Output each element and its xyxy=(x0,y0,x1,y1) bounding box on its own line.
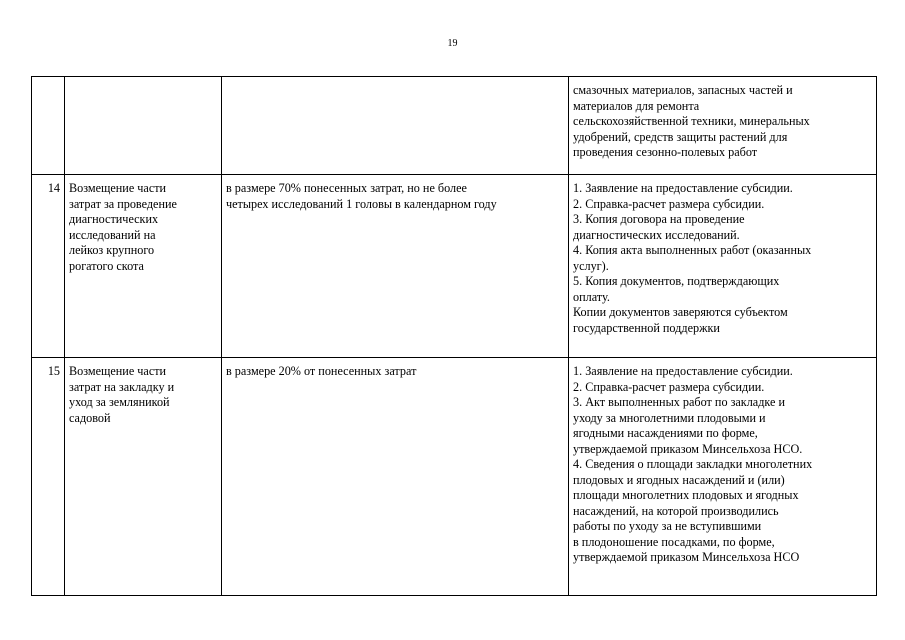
cell-text-line: сельскохозяйственной техники, минеральных xyxy=(573,114,810,128)
page-number: 19 xyxy=(447,38,458,49)
row-number-cell: 15 xyxy=(32,358,65,596)
cell-text-line: затрат на закладку и xyxy=(69,379,175,394)
cell-text-line: 2. Справка-расчет размера субсидии. xyxy=(573,379,765,394)
documents-cell xyxy=(569,358,877,596)
cell-text-line: в размере 70% понесенных затрат, но не более xyxy=(226,181,467,195)
cell-text-line: 3. Копия договора на проведение xyxy=(573,212,745,226)
cell-text-line: уходу за многолетними плодовыми и xyxy=(573,410,766,425)
cell-text-line: рогатого скота xyxy=(69,258,144,273)
cell-text-line: 4. Сведения о площади закладки многолетних xyxy=(573,457,813,471)
cell-text-line: проведения сезонно-полевых работ xyxy=(573,145,758,159)
cell-text-line: садовой xyxy=(69,410,111,425)
subsidy-amount-cell xyxy=(222,358,569,596)
cell-text-line: услуг). xyxy=(573,258,609,273)
measure-name-cell xyxy=(65,77,222,175)
cell-text-line: работы по уходу за не вступившими xyxy=(573,519,762,533)
cell-text-line: 5. Копия документов, подтверждающих xyxy=(573,274,780,288)
cell-text-line: диагностических исследований. xyxy=(573,227,740,242)
cell-text-line: оплату. xyxy=(573,289,610,304)
table-row xyxy=(32,175,877,358)
cell-text-line: затрат за проведение xyxy=(69,196,177,211)
cell-text-line: Возмещение части xyxy=(69,364,167,378)
measure-name-cell xyxy=(65,175,222,358)
cell-text-line: исследований на xyxy=(69,227,156,242)
cell-text-line: 1. Заявление на предоставление субсидии. xyxy=(573,364,793,378)
cell-text-line: уход за земляникой xyxy=(69,395,170,409)
row-number-cell: 14 xyxy=(32,175,65,358)
cell-text-line: насаждений, на которой производились xyxy=(573,503,779,518)
cell-text-line: утверждаемой приказом Минсельхоза НСО xyxy=(573,550,800,564)
cell-text-line: Возмещение части xyxy=(69,181,167,195)
subsidy-amount-cell xyxy=(222,175,569,358)
cell-text-line: 4. Копия акта выполненных работ (оказанных xyxy=(573,243,812,257)
cell-text-line: государственной поддержки xyxy=(573,320,720,335)
cell-text-line: в размере 20% от понесенных затрат xyxy=(226,364,417,378)
table-row xyxy=(32,358,877,596)
row-number-cell xyxy=(32,77,65,175)
cell-text-line: ягодными насаждениями по форме, xyxy=(573,426,758,440)
cell-text-line: удобрений, средств защиты растений для xyxy=(573,129,788,144)
cell-text-line: 3. Акт выполненных работ по закладке и xyxy=(573,395,786,409)
cell-text-line: смазочных материалов, запасных частей и xyxy=(573,83,793,97)
cell-text-line: материалов для ремонта xyxy=(573,98,700,113)
cell-text-line: площади многолетних плодовых и ягодных xyxy=(573,488,799,502)
cell-text-line: лейкоз крупного xyxy=(69,243,155,257)
cell-text-line: четырех исследований 1 головы в календарном году xyxy=(226,196,497,211)
cell-text-line: в плодоношение посадками, по форме, xyxy=(573,534,775,549)
table-row xyxy=(32,77,877,175)
cell-text-line: 1. Заявление на предоставление субсидии. xyxy=(573,181,793,195)
cell-text-line: Копии документов заверяются субъектом xyxy=(573,305,788,319)
measure-name-cell xyxy=(65,358,222,596)
subsidy-amount-cell xyxy=(222,77,569,175)
subsidy-table xyxy=(31,76,877,596)
cell-text-line: 2. Справка-расчет размера субсидии. xyxy=(573,196,765,211)
documents-cell xyxy=(569,175,877,358)
documents-cell xyxy=(569,77,877,175)
cell-text-line: плодовых и ягодных насаждений и (или) xyxy=(573,472,785,487)
cell-text-line: диагностических xyxy=(69,212,159,226)
cell-text-line: утверждаемой приказом Минсельхоза НСО. xyxy=(573,441,803,456)
